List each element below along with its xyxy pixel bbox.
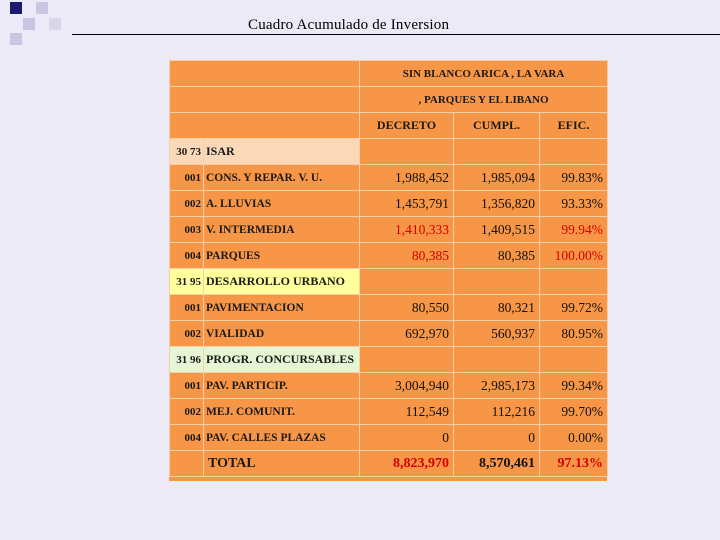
table-row	[170, 217, 608, 243]
row-decreto: 112,549	[360, 399, 454, 425]
group-row	[170, 347, 608, 373]
row-cumpl: 560,937	[454, 321, 540, 347]
row-name: PAVIMENTACION	[204, 295, 360, 321]
total-decreto: 8,823,970	[360, 451, 454, 477]
row-code: 002	[170, 191, 204, 217]
square-dark	[10, 33, 22, 45]
table-row	[170, 165, 608, 191]
row-code: 004	[170, 425, 204, 451]
table-row	[170, 321, 608, 347]
row-name: PARQUES	[204, 243, 360, 269]
row-code: 001	[170, 373, 204, 399]
column-header-efic: EFIC.	[540, 113, 608, 139]
row-decreto: 692,970	[360, 321, 454, 347]
row-cumpl: 1,409,515	[454, 217, 540, 243]
row-name: CONS. Y REPAR. V. U.	[204, 165, 360, 191]
row-code: 002	[170, 321, 204, 347]
row-code: 001	[170, 295, 204, 321]
total-label: TOTAL	[204, 451, 360, 477]
square-light	[49, 18, 61, 30]
group-row	[170, 269, 608, 295]
row-efic: 100.00%	[540, 243, 608, 269]
row-cumpl: 1,356,820	[454, 191, 540, 217]
row-cumpl: 80,321	[454, 295, 540, 321]
group-row	[170, 139, 608, 165]
row-decreto: 1,453,791	[360, 191, 454, 217]
row-cumpl: 0	[454, 425, 540, 451]
decorative-squares	[0, 0, 72, 48]
header-line-1: SIN BLANCO ARICA , LA VARA	[360, 61, 608, 87]
column-header-decreto: DECRETO	[360, 113, 454, 139]
row-decreto: 80,385	[360, 243, 454, 269]
row-efic: 0.00%	[540, 425, 608, 451]
row-efic: 99.70%	[540, 399, 608, 425]
group-code: 30 73	[170, 139, 204, 165]
square-light	[36, 2, 48, 14]
row-decreto: 80,550	[360, 295, 454, 321]
row-efic: 93.33%	[540, 191, 608, 217]
row-code: 001	[170, 165, 204, 191]
group-name: PROGR. CONCURSABLES	[204, 347, 360, 373]
column-header-cumpl: CUMPL.	[454, 113, 540, 139]
row-efic: 99.83%	[540, 165, 608, 191]
row-efic: 99.72%	[540, 295, 608, 321]
row-name: A. LLUVIAS	[204, 191, 360, 217]
group-code: 31 95	[170, 269, 204, 295]
row-efic: 99.34%	[540, 373, 608, 399]
square-dark	[10, 2, 22, 14]
table-row	[170, 191, 608, 217]
investment-table	[169, 60, 607, 481]
row-name: MEJ. COMUNIT.	[204, 399, 360, 425]
table-row	[170, 295, 608, 321]
row-code: 002	[170, 399, 204, 425]
group-name: DESARROLLO URBANO	[204, 269, 360, 295]
row-decreto: 3,004,940	[360, 373, 454, 399]
row-efic: 99.94%	[540, 217, 608, 243]
row-name: VIALIDAD	[204, 321, 360, 347]
row-cumpl: 2,985,173	[454, 373, 540, 399]
row-name: PAV. CALLES PLAZAS	[204, 425, 360, 451]
table-row	[170, 399, 608, 425]
row-decreto: 1,410,333	[360, 217, 454, 243]
row-cumpl: 112,216	[454, 399, 540, 425]
row-cumpl: 1,985,094	[454, 165, 540, 191]
table-row	[170, 243, 608, 269]
group-name: ISAR	[204, 139, 360, 165]
group-code: 31 96	[170, 347, 204, 373]
row-decreto: 0	[360, 425, 454, 451]
row-decreto: 1,988,452	[360, 165, 454, 191]
row-code: 004	[170, 243, 204, 269]
row-efic: 80.95%	[540, 321, 608, 347]
table-row	[170, 373, 608, 399]
table-row	[170, 425, 608, 451]
row-name: PAV. PARTICIP.	[204, 373, 360, 399]
page-title: Cuadro Acumulado de Inversion	[248, 17, 450, 33]
square-light	[23, 18, 35, 30]
row-cumpl: 80,385	[454, 243, 540, 269]
row-code: 003	[170, 217, 204, 243]
row-name: V. INTERMEDIA	[204, 217, 360, 243]
total-efic: 97.13%	[540, 451, 608, 477]
total-cumpl: 8,570,461	[454, 451, 540, 477]
header-line-2: , PARQUES Y EL LIBANO	[360, 87, 608, 113]
total-row	[170, 451, 608, 477]
